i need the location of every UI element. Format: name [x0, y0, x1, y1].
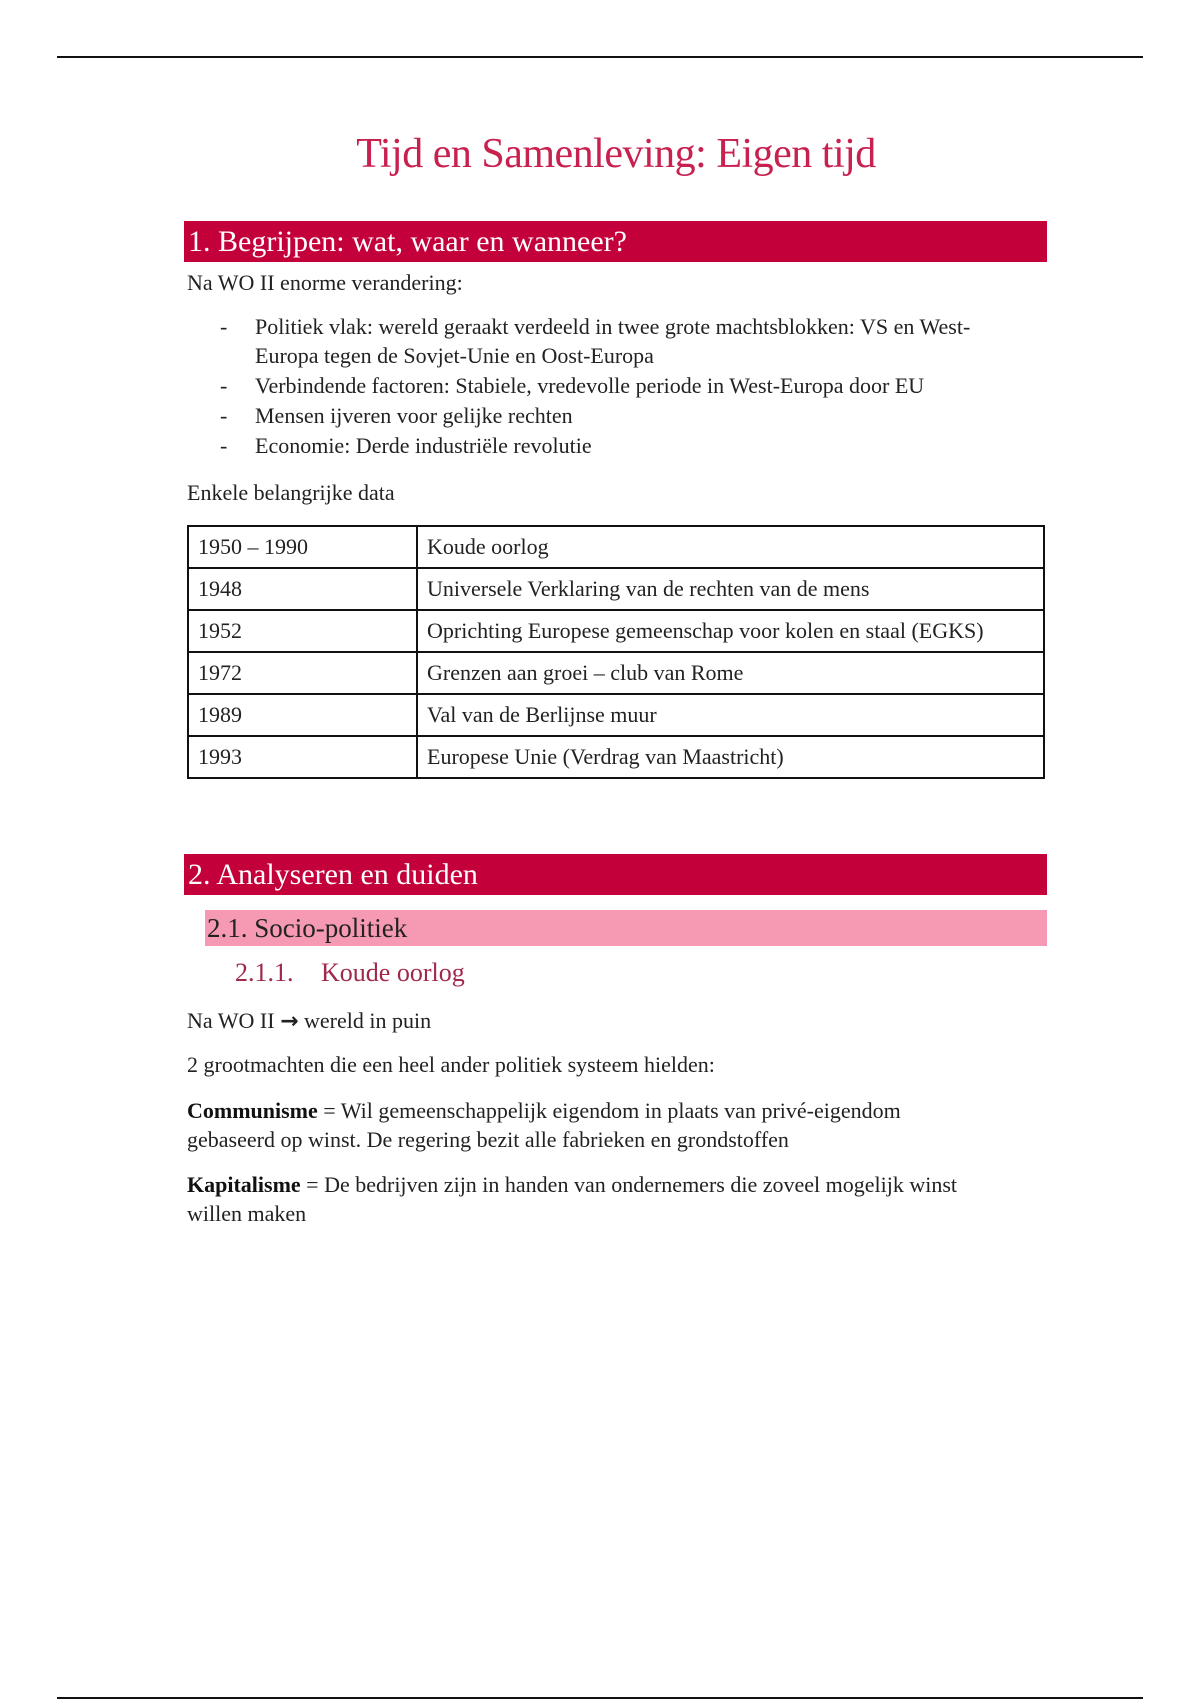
list-item: [218, 312, 1038, 370]
table-row: [188, 652, 1044, 694]
term-capitalism: Kapitalisme: [187, 1172, 301, 1197]
definition-communism: [187, 1096, 1037, 1154]
list-item-text-cont: Europa tegen de Sovjet-Unie en Oost-Europa: [255, 343, 654, 368]
table-cell-event: Europese Unie (Verdrag van Maastricht): [417, 736, 1044, 778]
dates-table: [187, 525, 1045, 779]
list-item: [218, 371, 1038, 400]
definition-communism-text: = Wil gemeenschappelijk eigendom in plaats van privé-eigendom: [317, 1098, 901, 1123]
paragraph-war-end: wereld in puin: [304, 1008, 432, 1033]
section-2-heading: 2. Analyseren en duiden: [184, 854, 1047, 895]
paragraph-war-start: Na WO II: [187, 1008, 275, 1033]
header-rule: [57, 56, 1143, 58]
table-cell-year: 1952: [188, 610, 417, 652]
table-row: [188, 568, 1044, 610]
paragraph-superpowers: 2 grootmachten die een heel ander politiek systeem hielden:: [187, 1052, 715, 1077]
bullet-dash: -: [220, 433, 228, 458]
section-1-intro: Na WO II enorme verandering:: [187, 270, 463, 295]
bullet-dash: -: [220, 373, 228, 398]
list-item: [218, 431, 1038, 460]
arrow-right-icon: →: [280, 1009, 299, 1034]
list-item-text: Mensen ijveren voor gelijke rechten: [255, 403, 573, 428]
subsubsection-number: 2.1.1.: [235, 958, 294, 987]
table-cell-event: Universele Verklaring van de rechten van de mens: [417, 568, 1044, 610]
table-row: [188, 610, 1044, 652]
table-cell-event: Oprichting Europese gemeenschap voor kolen en staal (EGKS): [417, 610, 1044, 652]
table-cell-event: Koude oorlog: [417, 526, 1044, 568]
table-cell-year: 1989: [188, 694, 417, 736]
table-caption: Enkele belangrijke data: [187, 480, 395, 505]
table-row: [188, 694, 1044, 736]
footer-rule: [57, 1697, 1143, 1699]
table-cell-year: 1948: [188, 568, 417, 610]
list-item-text: Verbindende factoren: Stabiele, vredevolle periode in West-Europa door EU: [255, 373, 925, 398]
subsubsection-heading: [235, 958, 465, 988]
subsection-heading: 2.1. Socio-politiek: [205, 910, 1047, 946]
list-item-text: Politiek vlak: wereld geraakt verdeeld in twee grote machtsblokken: VS en West-: [255, 314, 971, 339]
table-cell-year: 1993: [188, 736, 417, 778]
bullet-dash: -: [220, 403, 228, 428]
table-row: [188, 526, 1044, 568]
definition-capitalism: [187, 1170, 1037, 1228]
paragraph-war: [187, 1006, 1037, 1036]
list-item: [218, 401, 1038, 430]
definition-capitalism-text: = De bedrijven zijn in handen van ondernemers die zoveel mogelijk winst: [300, 1172, 957, 1197]
bullet-dash: -: [220, 314, 228, 339]
table-cell-year: 1972: [188, 652, 417, 694]
change-list: [218, 312, 1038, 461]
table-row: [188, 736, 1044, 778]
table-cell-year: 1950 – 1990: [188, 526, 417, 568]
definition-capitalism-text-cont: willen maken: [187, 1201, 307, 1226]
section-1-heading: 1. Begrijpen: wat, waar en wanneer?: [184, 221, 1047, 262]
table-cell-event: Val van de Berlijnse muur: [417, 694, 1044, 736]
table-cell-event: Grenzen aan groei – club van Rome: [417, 652, 1044, 694]
definition-communism-text-cont: gebaseerd op winst. De regering bezit alle fabrieken en grondstoffen: [187, 1127, 789, 1152]
list-item-text: Economie: Derde industriële revolutie: [255, 433, 592, 458]
term-communism: Communisme: [187, 1098, 318, 1123]
subsubsection-title: Koude oorlog: [321, 958, 465, 987]
document-title: Tijd en Samenleving: Eigen tijd: [356, 131, 876, 177]
